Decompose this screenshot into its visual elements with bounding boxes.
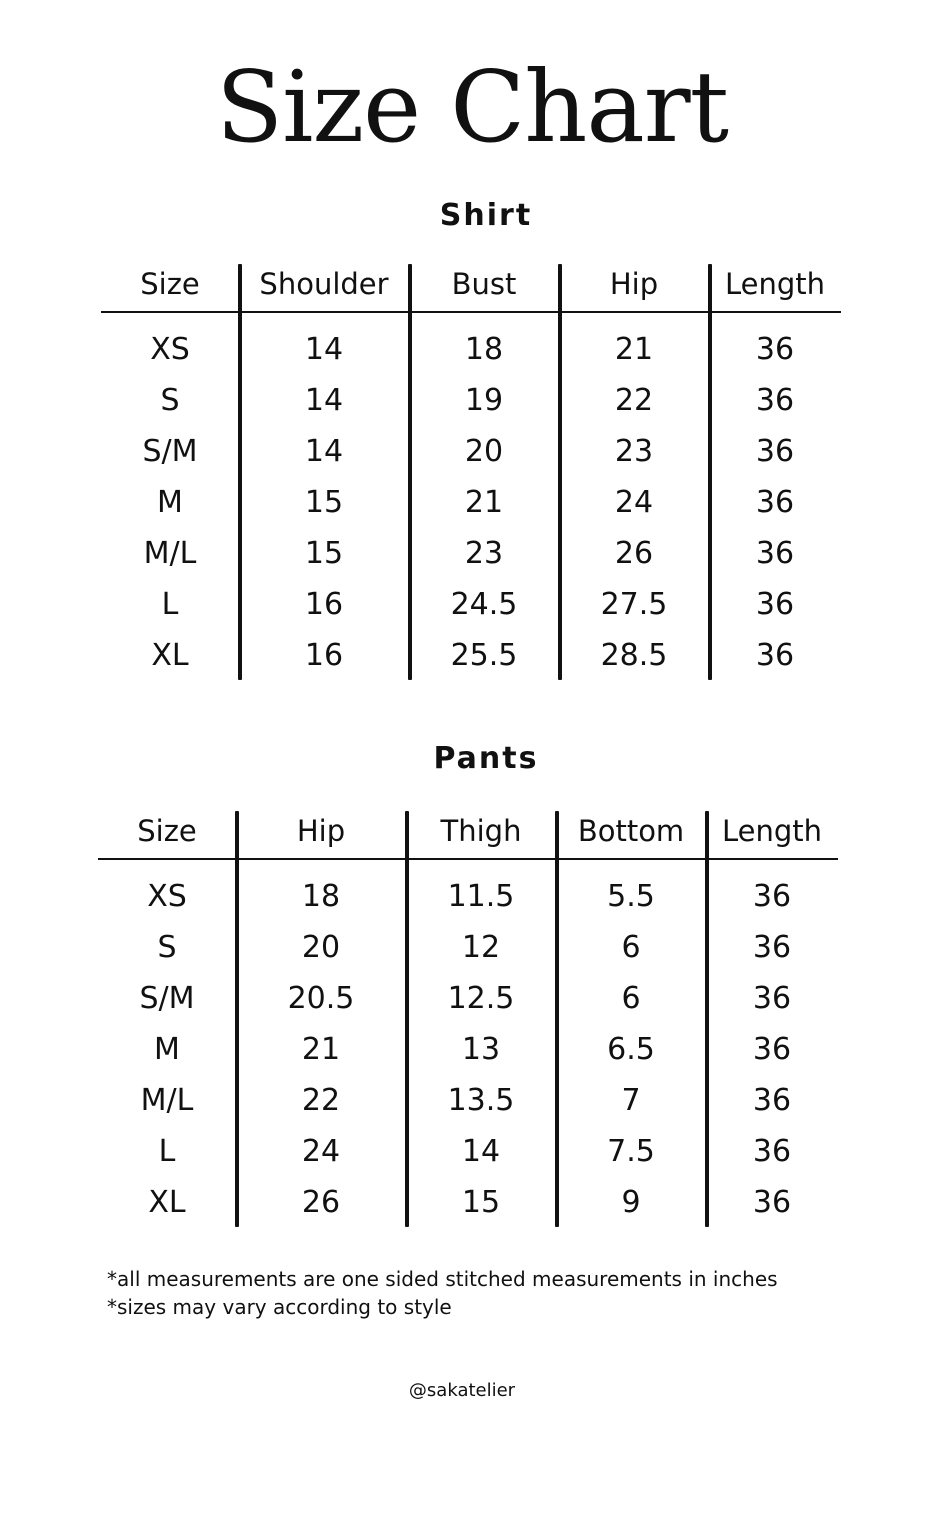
length-cell: 36 xyxy=(752,1185,792,1220)
hip-cell: 24 xyxy=(614,485,654,520)
hip-cell: 22 xyxy=(301,1083,341,1118)
shoulder-cell: 16 xyxy=(304,587,344,622)
hip-cell: 21 xyxy=(614,332,654,367)
hip-cell: 20 xyxy=(301,930,341,965)
length-cell: 36 xyxy=(752,879,792,914)
table-row xyxy=(98,1024,838,1075)
hip-cell: 26 xyxy=(301,1185,341,1220)
bust-cell: 25.5 xyxy=(450,638,518,673)
length-cell: 36 xyxy=(752,930,792,965)
hip-cell: 26 xyxy=(614,536,654,571)
shoulder-cell: 14 xyxy=(304,383,344,418)
length-cell: 36 xyxy=(752,1032,792,1067)
table-row xyxy=(101,579,841,630)
table-row xyxy=(98,871,838,922)
size-cell: M/L xyxy=(143,536,197,571)
size-cell: M xyxy=(154,1032,180,1067)
pants-header-divider xyxy=(98,858,838,860)
size-cell: XL xyxy=(148,1185,186,1220)
table-row xyxy=(98,1126,838,1177)
bust-cell: 20 xyxy=(464,434,504,469)
shirt-header-length: Length xyxy=(724,267,826,301)
social-handle: @sakatelier xyxy=(408,1380,516,1401)
pants-rows xyxy=(98,871,838,1228)
size-cell: XL xyxy=(151,638,189,673)
length-cell: 36 xyxy=(755,332,795,367)
hip-cell: 23 xyxy=(614,434,654,469)
size-cell: S xyxy=(157,930,177,965)
thigh-cell: 12.5 xyxy=(447,981,515,1016)
length-cell: 36 xyxy=(755,587,795,622)
shirt-header-bust: Bust xyxy=(451,267,517,301)
thigh-cell: 14 xyxy=(461,1134,501,1169)
size-cell: L xyxy=(161,587,179,622)
hip-cell: 18 xyxy=(301,879,341,914)
table-row xyxy=(101,630,841,681)
bust-cell: 19 xyxy=(464,383,504,418)
hip-cell: 24 xyxy=(301,1134,341,1169)
pants-header-hip: Hip xyxy=(296,814,346,848)
bottom-cell: 6 xyxy=(621,981,641,1016)
hip-cell: 27.5 xyxy=(600,587,668,622)
size-cell: S xyxy=(160,383,180,418)
thigh-cell: 13.5 xyxy=(447,1083,515,1118)
bust-cell: 24.5 xyxy=(450,587,518,622)
length-cell: 36 xyxy=(752,1083,792,1118)
shoulder-cell: 14 xyxy=(304,434,344,469)
shirt-header-hip: Hip xyxy=(609,267,659,301)
shoulder-cell: 15 xyxy=(304,536,344,571)
table-row xyxy=(98,922,838,973)
thigh-cell: 13 xyxy=(461,1032,501,1067)
bottom-cell: 5.5 xyxy=(607,879,655,914)
table-row xyxy=(101,426,841,477)
measurement-notes xyxy=(107,1265,778,1321)
shirt-header-divider xyxy=(101,311,841,313)
size-cell: S/M xyxy=(139,981,195,1016)
thigh-cell: 11.5 xyxy=(447,879,515,914)
thigh-cell: 12 xyxy=(461,930,501,965)
bottom-cell: 9 xyxy=(621,1185,641,1220)
note-line: *sizes may vary according to style xyxy=(107,1295,452,1319)
shirt-header-size: Size xyxy=(140,267,200,301)
table-row xyxy=(98,1177,838,1228)
size-cell: XS xyxy=(150,332,190,367)
table-row xyxy=(101,324,841,375)
bust-cell: 23 xyxy=(464,536,504,571)
bottom-cell: 6 xyxy=(621,930,641,965)
length-cell: 36 xyxy=(752,981,792,1016)
bottom-cell: 7.5 xyxy=(607,1134,655,1169)
size-cell: XS xyxy=(147,879,187,914)
length-cell: 36 xyxy=(752,1134,792,1169)
hip-cell: 28.5 xyxy=(600,638,668,673)
hip-cell: 22 xyxy=(614,383,654,418)
shirt-heading: Shirt xyxy=(439,198,533,233)
pants-header-thigh: Thigh xyxy=(440,814,522,848)
bottom-cell: 7 xyxy=(621,1083,641,1118)
length-cell: 36 xyxy=(755,434,795,469)
size-cell: M xyxy=(157,485,183,520)
page-title: Size Chart xyxy=(215,51,728,165)
pants-heading: Pants xyxy=(433,741,539,776)
shirt-rows xyxy=(101,324,841,681)
shoulder-cell: 16 xyxy=(304,638,344,673)
table-row xyxy=(101,477,841,528)
shoulder-cell: 14 xyxy=(304,332,344,367)
thigh-cell: 15 xyxy=(461,1185,501,1220)
bust-cell: 21 xyxy=(464,485,504,520)
table-row xyxy=(101,528,841,579)
note-line: *all measurements are one sided stitched measurements in inches xyxy=(107,1267,778,1291)
size-cell: S/M xyxy=(142,434,198,469)
shoulder-cell: 15 xyxy=(304,485,344,520)
length-cell: 36 xyxy=(755,383,795,418)
length-cell: 36 xyxy=(755,485,795,520)
bust-cell: 18 xyxy=(464,332,504,367)
length-cell: 36 xyxy=(755,536,795,571)
size-cell: L xyxy=(158,1134,176,1169)
hip-cell: 20.5 xyxy=(287,981,355,1016)
shirt-header-shoulder: Shoulder xyxy=(259,267,389,301)
pants-header-bottom: Bottom xyxy=(577,814,685,848)
pants-header-length: Length xyxy=(721,814,823,848)
length-cell: 36 xyxy=(755,638,795,673)
table-row xyxy=(101,375,841,426)
table-row xyxy=(98,1075,838,1126)
table-row xyxy=(98,973,838,1024)
size-cell: M/L xyxy=(140,1083,194,1118)
hip-cell: 21 xyxy=(301,1032,341,1067)
bottom-cell: 6.5 xyxy=(607,1032,655,1067)
pants-header-size: Size xyxy=(137,814,197,848)
